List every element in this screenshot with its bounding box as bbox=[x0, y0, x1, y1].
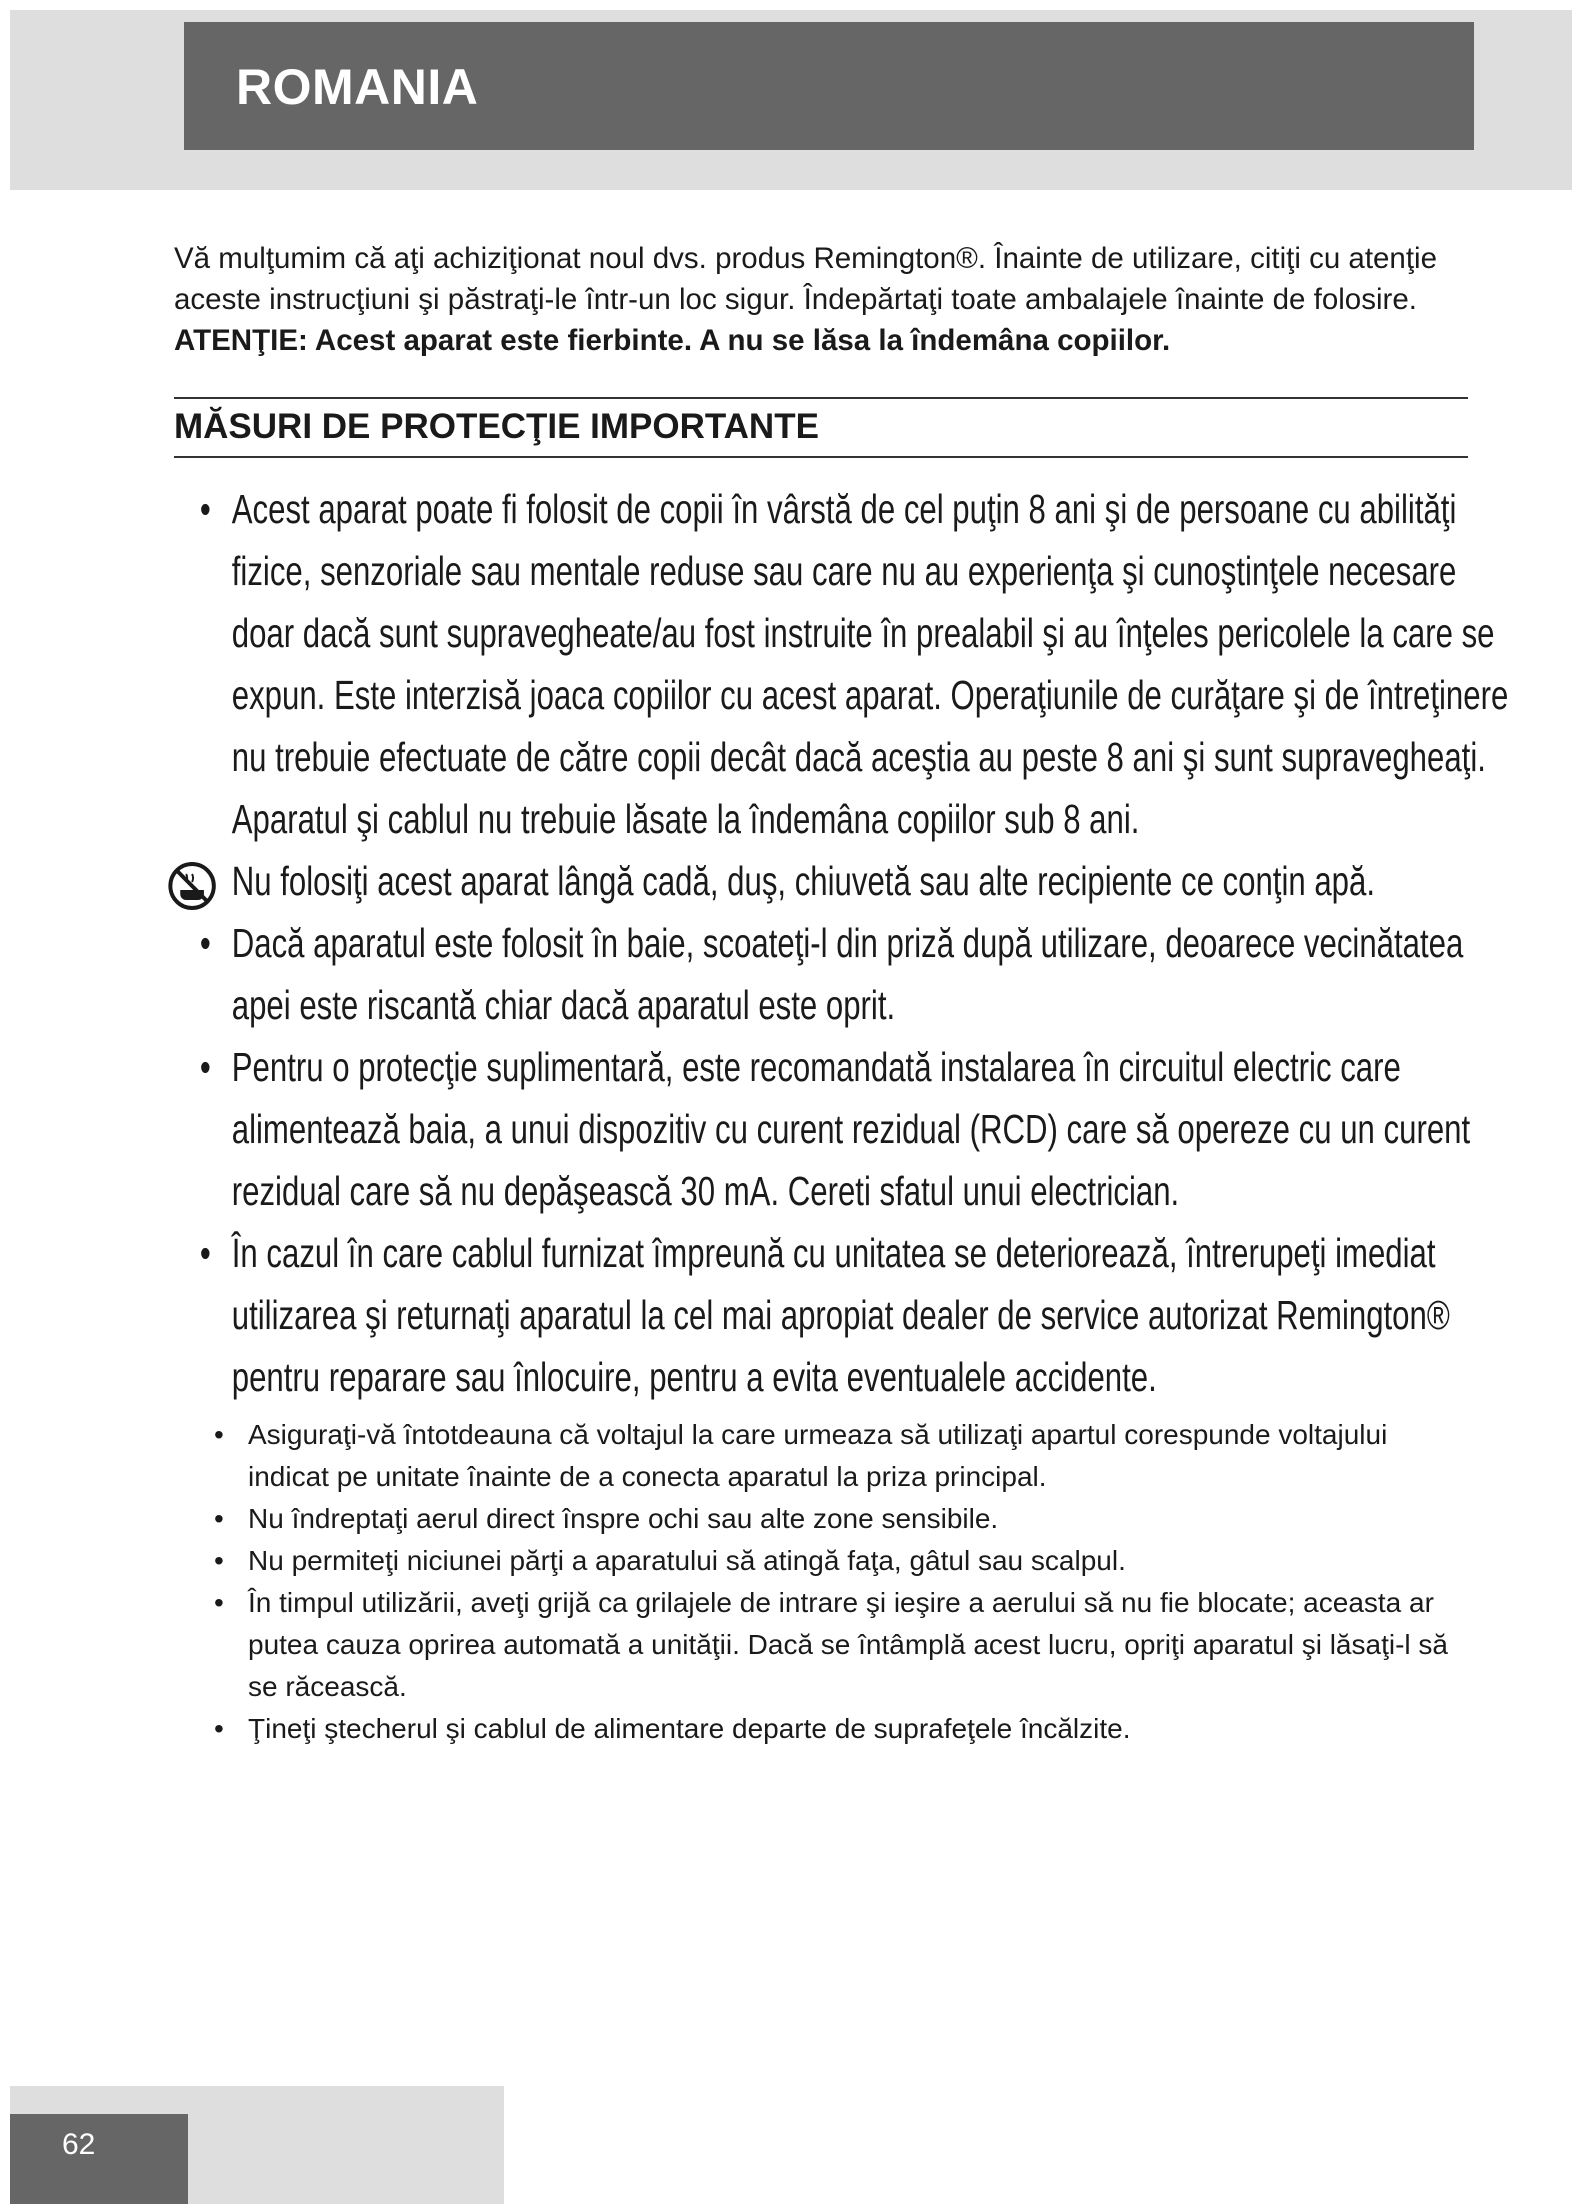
bullet: • bbox=[199, 1044, 211, 1090]
intro-warning: ATENŢIE: Acest aparat este fierbinte. A nu se lăsa la îndemâna copiilor. bbox=[174, 324, 1171, 357]
list-item bbox=[174, 1414, 1468, 1498]
bullet: • bbox=[214, 1503, 224, 1534]
list-item bbox=[174, 1708, 1468, 1750]
list-item bbox=[174, 478, 1520, 850]
list-item bbox=[174, 1582, 1468, 1708]
list-item bbox=[174, 1540, 1468, 1582]
list-item bbox=[174, 912, 1520, 1036]
list-item-text: Nu folosiţi acest aparat lângă cadă, duş, chiuvetă sau alte recipiente ce conţin apă. bbox=[231, 858, 1376, 904]
list-item-text: Nu permiteţi niciunei părţi a aparatului să atingă faţa, gâtul sau scalpul. bbox=[248, 1545, 1126, 1576]
bullet: • bbox=[199, 920, 211, 966]
page-number: 62 bbox=[62, 2128, 96, 2161]
safety-list-large bbox=[174, 478, 1509, 1408]
bullet: • bbox=[214, 1419, 224, 1450]
bullet: • bbox=[214, 1545, 224, 1576]
list-item-text: Ţineţi ştecherul şi cablul de alimentare departe de suprafeţele încălzite. bbox=[248, 1713, 1131, 1744]
bullet: • bbox=[199, 486, 211, 532]
list-item-text: În timpul utilizării, aveţi grijă ca grilajele de intrare şi ieşire a aerului să nu fie blocate; aceasta ar putea cauza oprirea automată a unităţii. Dacă se întâmplă acest lucru, opriţi aparatul şi lăsaţi-l să se răcească. bbox=[248, 1587, 1448, 1702]
list-item bbox=[174, 1498, 1468, 1540]
no-bath-icon bbox=[166, 860, 217, 912]
list-item-text: Acest aparat poate fi folosit de copii în vârstă de cel puţin 8 ani şi de persoane cu abilităţi fizice, senzoriale sau mentale reduse sau care nu au experienţa şi cunoştinţele necesare doar dacă sunt supravegheate/au fost instruite în prealabil şi au înţeles pericolele la care se expun. Este interzisă joaca copiilor cu acest aparat. Operaţiunile de curăţare şi de întreţinere nu trebuie efectuate de către copii decât dacă aceştia au peste 8 ani şi sunt supravegheaţi. Aparatul şi cablul nu trebuie lăsate la îndemâna copiilor sub 8 ani. bbox=[231, 486, 1509, 842]
page-title: ROMANIA bbox=[236, 59, 479, 115]
list-item bbox=[174, 1036, 1520, 1222]
bullet: • bbox=[214, 1713, 224, 1744]
intro-paragraph bbox=[174, 238, 1468, 361]
list-item-warning bbox=[174, 850, 1520, 912]
list-item-text: Asiguraţi-vă întotdeauna că voltajul la care urmeaza să utilizaţi apartul corespunde voltajului indicat pe unitate înainte de a conecta aparatul la priza principal. bbox=[248, 1419, 1388, 1492]
footer-bar bbox=[10, 2114, 188, 2204]
list-item-text: Dacă aparatul este folosit în baie, scoateţi-l din priză după utilizare, deoarece vecinătatea apei este riscantă chiar dacă aparatul este oprit. bbox=[231, 920, 1464, 1028]
safety-list-small bbox=[174, 1414, 1468, 1750]
list-item-text: Nu îndreptaţi aerul direct înspre ochi sau alte zone sensibile. bbox=[248, 1503, 999, 1534]
list-item-text: Pentru o protecţie suplimentară, este recomandată instalarea în circuitul electric care alimentează baia, a unui dispozitiv cu curent rezidual (RCD) care să opereze cu un curent rezidual care să nu depăşească 30 mA. Cereti sfatul unui electrician. bbox=[231, 1044, 1471, 1214]
bullet: • bbox=[199, 1230, 211, 1276]
intro-text: Vă mulţumim că aţi achiziţionat noul dvs. produs Remington®. Înainte de utilizare, citiţi cu atenţie aceste instrucţiuni şi păstraţi-le într-un loc sigur. Îndepărtaţi toate ambalajele înainte de folosire. bbox=[174, 242, 1437, 316]
main-content bbox=[174, 238, 1509, 1750]
list-item bbox=[174, 1222, 1520, 1408]
section-heading: MĂSURI DE PROTECŢIE IMPORTANTE bbox=[174, 407, 819, 446]
section-rule-bottom bbox=[174, 456, 1468, 458]
bullet: • bbox=[214, 1587, 224, 1618]
list-item-text: În cazul în care cablul furnizat împreună cu unitatea se deteriorează, întrerupeţi imediat utilizarea şi returnaţi aparatul la cel mai apropiat dealer de service autorizat Remington® pentru reparare sau înlocuire, pentru a evita eventualele accidente. bbox=[231, 1230, 1450, 1400]
